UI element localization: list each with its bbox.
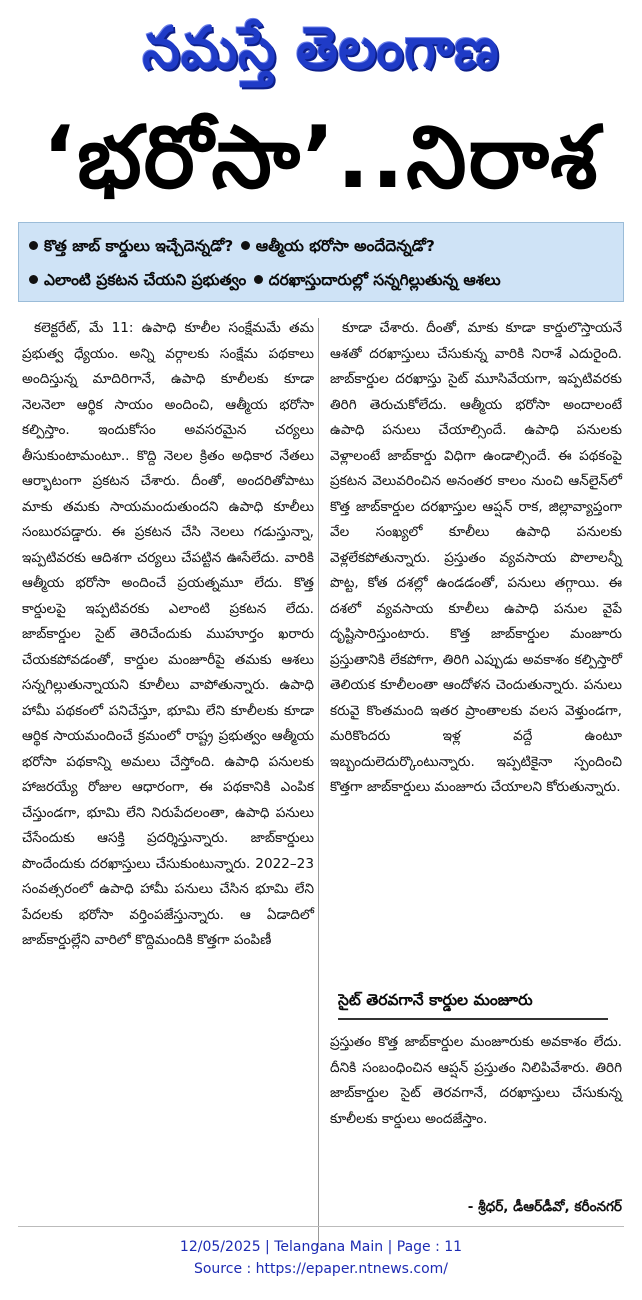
subheadline-item: ఆత్మీయ భరోసా అందేదెన్నడో? <box>255 237 435 255</box>
subheadline-item: కొత్త జాబ్ కార్డులు ఇచ్చేదెన్నడో? <box>44 237 234 255</box>
headline-text: ‘భరోసా’..నిరాశ <box>42 108 600 208</box>
bullet-icon <box>29 241 38 250</box>
subheadline-item: దరఖాస్తుదారుల్లో సన్నగిల్లుతున్న ఆశలు <box>268 271 501 289</box>
subheadline-row-1 <box>27 229 615 263</box>
bullet-icon <box>254 275 263 284</box>
column-divider <box>318 318 319 1248</box>
footer-date-page: 12/05/2025 | Telangana Main | Page : 11 <box>179 1239 463 1255</box>
subheadline-box <box>18 222 624 302</box>
masthead <box>0 6 642 98</box>
bottom-divider <box>18 1226 624 1227</box>
article-column-left <box>22 316 314 1248</box>
bullet-icon <box>29 275 38 284</box>
masthead-title: నమస్తే తెలంగాణ <box>142 14 500 82</box>
bullet-icon <box>241 241 250 250</box>
quote-subheading: సైట్ తెరవగానే కార్డుల మంజూరు <box>338 984 608 1020</box>
quote-text: ప్రస్తుతం కొత్త జాబ్‌కార్డుల మంజూరుకు అవకాశం లేదు. దీనికి సంబంధించిన ఆప్షన్ ప్రస్తుతం నిలిపివేశారు. తిరిగి జాబ్‌కార్డుల సైట్ తెరవగానే, దరఖాస్తులు చేసుకున్న కూలీలకు కార్డులు అందజేస్తాం. <box>330 1034 622 1127</box>
subheadline-row-2 <box>27 263 615 297</box>
quote-byline: - శ్రీధర్, డీఆర్‌డీవో, కరీంనగర్ <box>467 1199 622 1215</box>
article-column-right <box>330 316 622 976</box>
footer-source[interactable]: Source : https://epaper.ntnews.com/ <box>193 1261 449 1277</box>
quote-box <box>330 1030 622 1190</box>
article-body-right: కూడా చేశారు. దీంతో, మాకు కూడా కార్డులొస్తాయనే ఆశతో దరఖాస్తులు చేసుకున్న వారికి నిరాశే ఎదురైంది. జాబ్‌కార్డుల దరఖాస్తు సైట్ మూసివేయగా, ఇప్పటివరకు తిరిగి తెరుచుకోలేదు. ఆత్మీయ భరోసా అందాలంటే ఉపాధి పనులు చేయాల్సిందే. ఉపాధి పనులకు వెళ్లాలంటే జాబ్‌కార్డు విధిగా ఉండాల్సిందే. ఈ పథకంపై ప్రకటన వెలువరించిన అనంతర కాలం నుంచి ఆన్‌లైన్‌లో కొత్త జాబ్‌కార్డుల దరఖాస్తుల ఆప్షన్ రాక, జిల్లావ్యాప్తంగా వేల సంఖ్యలో కూలీలు ఉపాధి పనులకు వెళ్లలేకపోతున్నారు. ప్రస్తుతం వ్యవసాయ పొలాలన్నీ పొట్ట, కోత దశల్లో ఉండడంతో, పనులు తగ్గాయి. ఈ దశలో వ్యవసాయ కూలీలు ఉపాధి పనుల వైపే దృష్టిసారిస్తుంటారు. కొత్త జాబ్‌కార్డుల మంజూరు ప్రస్తుతానికి లేకపోగా, తిరిగి ఎప్పుడు అవకాశం కల్పిస్తారో తెలియక కూలీలంతా ఆందోళన చెందుతున్నారు. పనులు కరువై కొంతమంది ఇతర ప్రాంతాలకు వలస వెళ్తుండగా, మరికొందరు ఇళ్ల వద్దే ఉంటూ ఇబ్బందులెదుర్కొంటున్నారు. ఇప్పటికైనా స్పందించి కొత్తగా జాబ్‌కార్డులు మంజూరు చేయాలని కోరుతున్నారు. <box>330 320 622 795</box>
subheadline-item: ఎలాంటి ప్రకటన చేయని ప్రభుత్వం <box>44 271 247 289</box>
footer <box>0 1236 642 1284</box>
article-body-left: కలెక్టరేట్, మే 11: ఉపాధి కూలీల సంక్షేమమే తమ ప్రభుత్వ ధ్యేయం. అన్ని వర్గాలకు సంక్షేమ పథకాలు అందిస్తున్న మాదిరిగానే, ఉపాధి కూలీలకు కూడా నెలనెలా ఆర్థిక సాయం అందించి, ఆత్మీయ భరోసా కల్పిస్తాం. ఇందుకోసం అవసరమైన చర్యలు తీసుకుంటామంటూ.. కొద్ది నెలల క్రితం అధికార నేతలు ఆర్భాటంగా ప్రకటన చేశారు. దీంతో, అందరితోపాటు మాకు తమకు సాయమందుతుందని ఉపాధి కూలీలు సంబురపడ్డారు. ఈ ప్రకటన చేసి నెలలు గడుస్తున్నా, ఇప్పటివరకు ఆదిశగా చర్యలు చేపట్టిన ఊసేలేదు. వారికి ఆత్మీయ భరోసా అందించే ప్రయత్నమూ లేదు. కొత్త కార్డులపై ఇప్పటివరకు ఎలాంటి ప్రకటన లేదు. జాబ్‌కార్డుల సైట్ తెరిచేందుకు ముహూర్తం ఖరారు చేయకపోవడంతో, కార్డుల మంజూరీపై తమకు ఆశలు సన్నగిల్లుతున్నాయని కూలీలు వాపోతున్నారు. ఉపాధి హామీ పథకంలో పనిచేస్తూ, భూమి లేని కూలీలకు కూడా ఆర్థిక సాయమందించే క్రమంలో రాష్ట్ర ప్రభుత్వం ఆత్మీయ భరోసా పథకాన్ని అమలు చేస్తోంది. ఉపాధి పనులకు హాజరయ్యే రోజుల ఆధారంగా, ఈ పథకానికి ఎంపిక చేస్తుండగా, భూమి లేని నిరుపేదలంతా, ఉపాధి పనులు చేసేందుకు ఆసక్తి ప్రదర్శిస్తున్నారు. జాబ్‌కార్డులు పొందేందుకు దరఖాస్తులు చేసుకుంటున్నారు. 2022–23 సంవత్సరంలో ఉపాధి హామీ పనులు చేసిన భూమి లేని పేదలకు భరోసా వర్తింపజేస్తున్నారు. ఆ ఏడాదిలో జాబ్‌కార్డుల్లేని వారిలో కొద్దిమందికి కొత్తగా పంపిణీ <box>22 320 314 948</box>
headline <box>0 104 642 212</box>
